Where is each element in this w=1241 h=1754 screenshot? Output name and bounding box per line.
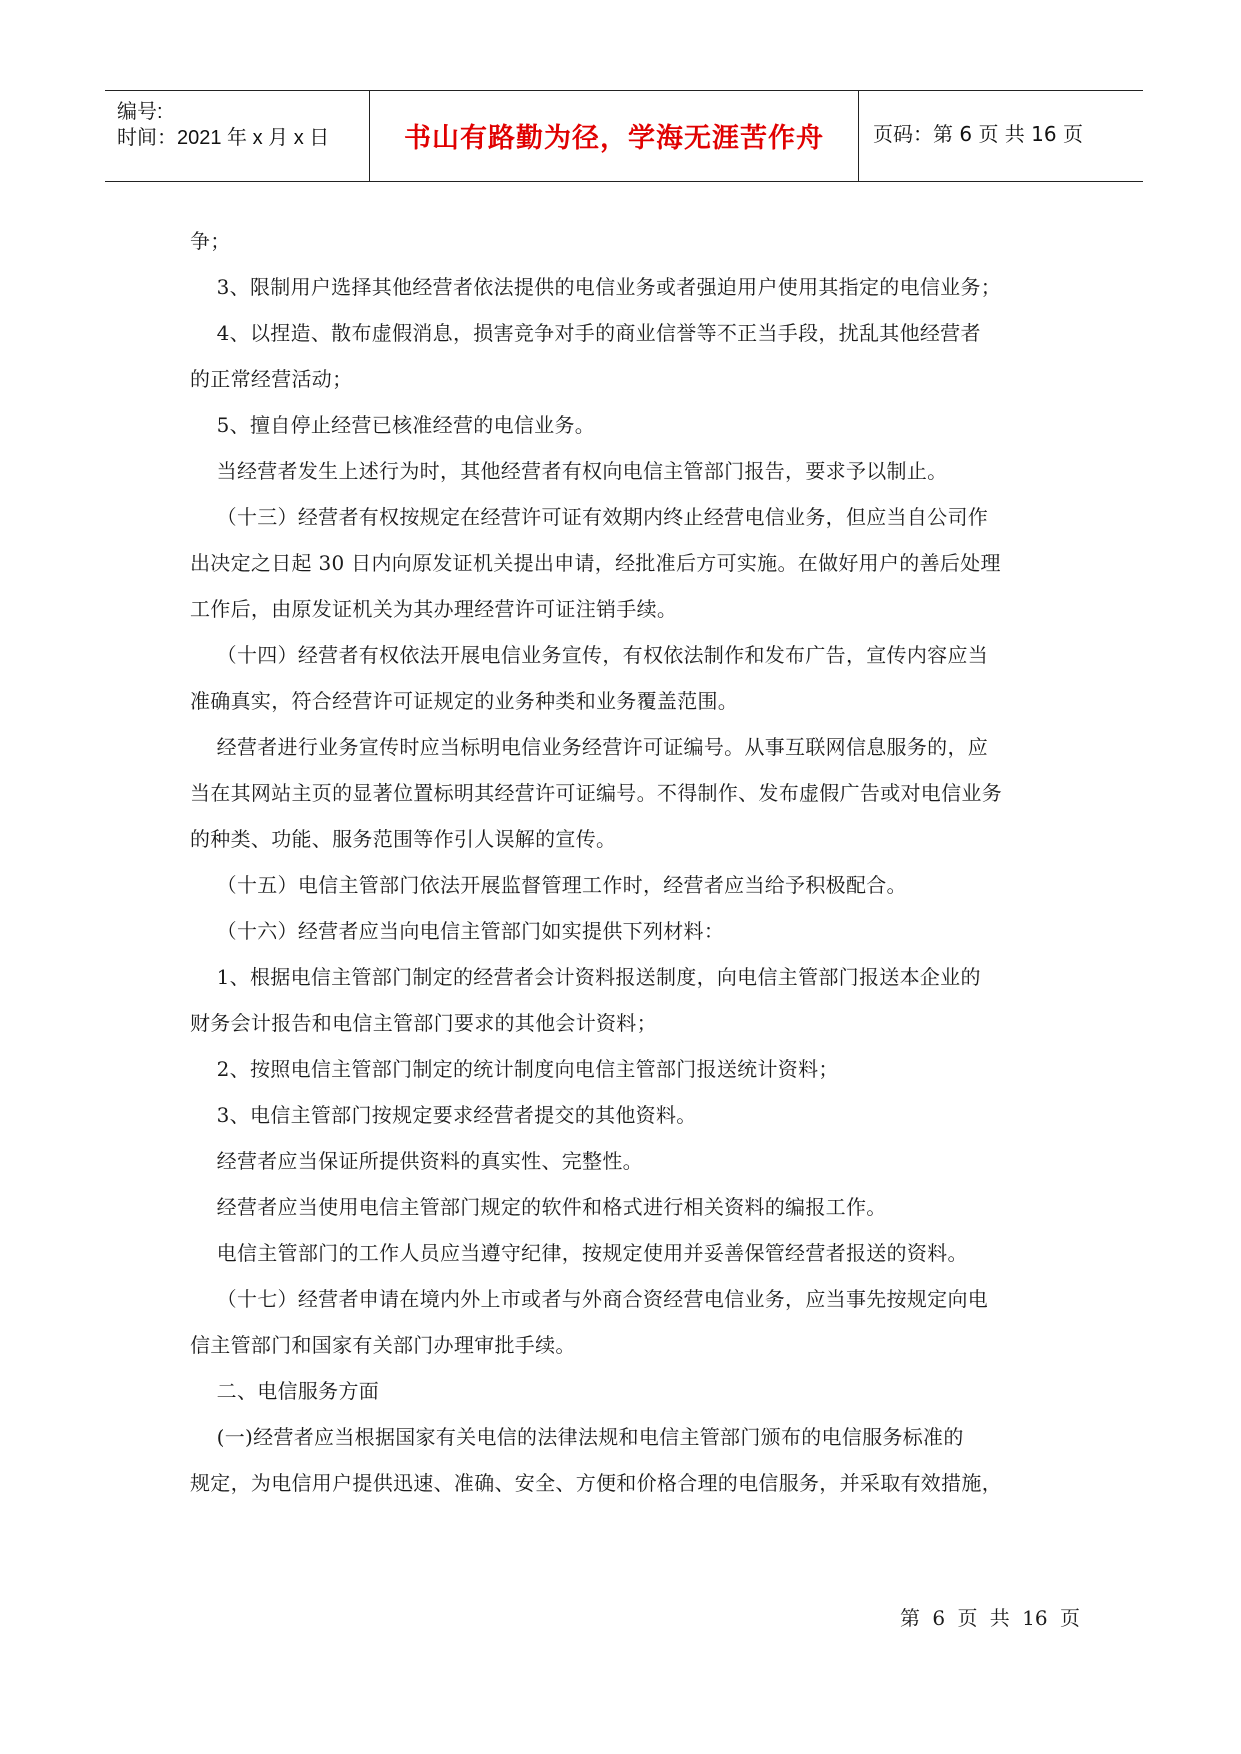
body-line: 2、按照电信主管部门制定的统计制度向电信主管部门报送统计资料； <box>190 1057 839 1081</box>
body-line: 3、限制用户选择其他经营者依法提供的电信业务或者强迫用户使用其指定的电信业务； <box>190 275 1002 299</box>
body-line: 电信主管部门的工作人员应当遵守纪律，按规定使用并妥善保管经营者报送的资料。 <box>190 1241 968 1265</box>
body-line: （十四）经营者有权依法开展电信业务宣传，有权依法制作和发布广告，宣传内容应当 <box>190 643 989 667</box>
body-line: 3、电信主管部门按规定要求经营者提交的其他资料。 <box>190 1103 697 1127</box>
body-line: 工作后，由原发证机关为其办理经营许可证注销手续。 <box>190 597 678 621</box>
body-line: 规定，为电信用户提供迅速、准确、安全、方便和价格合理的电信服务，并采取有效措施， <box>190 1471 1002 1495</box>
body-line: （十六）经营者应当向电信主管部门如实提供下列材料： <box>190 919 725 943</box>
body-line: 经营者进行业务宣传时应当标明电信业务经营许可证编号。从事互联网信息服务的，应 <box>190 735 989 759</box>
header-motto-cell <box>370 91 859 181</box>
page-footer: 第 6 页 共 16 页 <box>900 1606 1080 1630</box>
header-motto: 书山有路勤为径，学海无涯苦作舟 <box>404 122 824 154</box>
header-page-cell <box>859 87 1143 177</box>
document-time-label: 时间：2021 年 x 月 x 日 <box>117 127 330 149</box>
body-line: (一)经营者应当根据国家有关电信的法律法规和电信主管部门颁布的电信服务标准的 <box>190 1425 964 1449</box>
body-line: 财务会计报告和电信主管部门要求的其他会计资料； <box>190 1011 657 1035</box>
body-line: 当经营者发生上述行为时，其他经营者有权向电信主管部门报告，要求予以制止。 <box>190 459 948 483</box>
body-line: 当在其网站主页的显著位置标明其经营许可证编号。不得制作、发布虚假广告或对电信业务 <box>190 781 1002 805</box>
body-line: 出决定之日起 30 日内向原发证机关提出申请，经批准后方可实施。在做好用户的善后处理 <box>190 551 1001 575</box>
body-line: （十五）电信主管部门依法开展监督管理工作时，经营者应当给予积极配合。 <box>190 873 907 897</box>
document-header <box>105 90 1143 182</box>
document-number-label: 编号: <box>117 101 163 123</box>
document-body <box>190 218 1070 1506</box>
body-line: 准确真实，符合经营许可证规定的业务种类和业务覆盖范围。 <box>190 689 739 713</box>
body-line: 经营者应当保证所提供资料的真实性、完整性。 <box>190 1149 643 1173</box>
body-line: 1、根据电信主管部门制定的经营者会计资料报送制度，向电信主管部门报送本企业的 <box>190 965 981 989</box>
body-line: （十七）经营者申请在境内外上市或者与外商合资经营电信业务，应当事先按规定向电 <box>190 1287 989 1311</box>
body-line: 4、以捏造、散布虚假消息，损害竞争对手的商业信誉等不正当手段，扰乱其他经营者 <box>190 321 981 345</box>
header-page-label: 页码：第 6 页 共 16 页 <box>873 121 1083 146</box>
body-line: 经营者应当使用电信主管部门规定的软件和格式进行相关资料的编报工作。 <box>190 1195 887 1219</box>
body-line: 信主管部门和国家有关部门办理审批手续。 <box>190 1333 576 1357</box>
header-meta-cell <box>105 91 370 181</box>
body-line: 争； <box>190 229 231 253</box>
body-line: （十三）经营者有权按规定在经营许可证有效期内终止经营电信业务，但应当自公司作 <box>190 505 989 529</box>
body-line: 二、电信服务方面 <box>190 1379 380 1403</box>
body-line: 5、擅自停止经营已核准经营的电信业务。 <box>190 413 596 437</box>
body-line: 的种类、功能、服务范围等作引人误解的宣传。 <box>190 827 617 851</box>
body-line: 的正常经营活动； <box>190 367 353 391</box>
